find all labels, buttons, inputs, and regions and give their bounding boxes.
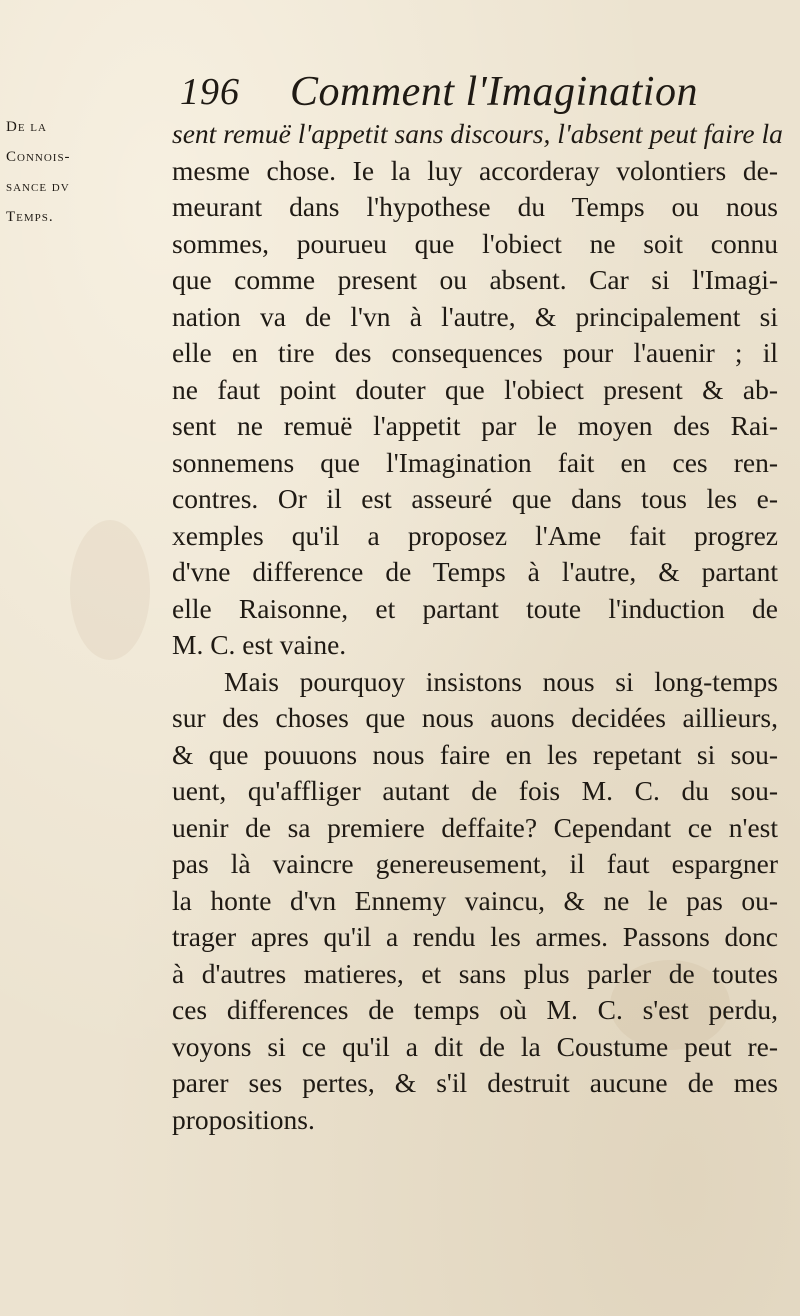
text-line: & que pouuons nous faire en les repetant si sou-	[172, 738, 778, 770]
margin-note	[6, 112, 88, 232]
text-line: propositions.	[172, 1103, 315, 1135]
text-line: ne faut point douter que l'obiect present & ab-	[172, 373, 778, 405]
text-line: elle Raisonne, et partant toute l'induction de	[172, 592, 778, 624]
text-line: voyons si ce qu'il a dit de la Coustume peut re-	[172, 1030, 778, 1062]
margin-note-line: Connois-	[6, 149, 71, 165]
text-line: uenir de sa premiere deffaite? Cependant ce n'est	[172, 811, 778, 843]
text-line: nation va de l'vn à l'autre, & principalement si	[172, 300, 778, 332]
text-line: la honte d'vn Ennemy vaincu, & ne le pas ou-	[172, 884, 778, 916]
text-line: meurant dans l'hypothese du Temps ou nous	[172, 191, 778, 222]
text-line: à d'autres matieres, et sans plus parler de toutes	[172, 957, 778, 989]
text-line: parer ses pertes, & s'il destruit aucune de mes	[172, 1067, 778, 1098]
text-line: d'vne difference de Temps à l'autre, & partant	[172, 556, 778, 587]
text-line: sommes, pourueu que l'obiect ne soit connu	[172, 227, 778, 259]
page-number: 196	[180, 71, 240, 113]
text-line: ces differences de temps où M. C. s'est perdu,	[172, 994, 778, 1025]
text-line: xemples qu'il a proposez l'Ame fait progrez	[172, 519, 778, 551]
text-line: uent, qu'affliger autant de fois M. C. du sou-	[172, 775, 778, 806]
paper-stain	[70, 520, 150, 660]
margin-note-line: De la	[6, 119, 47, 135]
margin-note-line: Temps.	[6, 209, 54, 225]
running-title: Comment l'Imagination	[290, 69, 698, 115]
text-line: sonnemens que l'Imagination fait en ces ren-	[172, 446, 778, 478]
text-line: mesme chose. Ie la luy accorderay volontiers de-	[172, 154, 778, 186]
body-text	[172, 116, 783, 1138]
text-line: sur des choses que nous auons decidées aillieurs,	[172, 702, 778, 733]
text-line: que comme present ou absent. Car si l'Imagi-	[172, 264, 778, 295]
margin-note-line: sance dv	[6, 179, 70, 195]
text-line: pas là vaincre genereusement, il faut espargner	[172, 848, 778, 879]
text-line: contres. Or il est asseuré que dans tous les e-	[172, 483, 778, 514]
text-line: sent remuë l'appetit sans discours, l'absent peut faire la	[172, 118, 783, 149]
text-line: M. C. est vaine.	[172, 629, 347, 660]
text-line: Mais pourquoy insistons nous si long-temps	[224, 665, 778, 697]
text-line: elle en tire des consequences pour l'auenir ; il	[172, 337, 778, 368]
text-line: trager apres qu'il a rendu les armes. Passons donc	[172, 921, 778, 952]
text-line: sent ne remuë l'appetit par le moyen des Rai-	[172, 410, 778, 441]
